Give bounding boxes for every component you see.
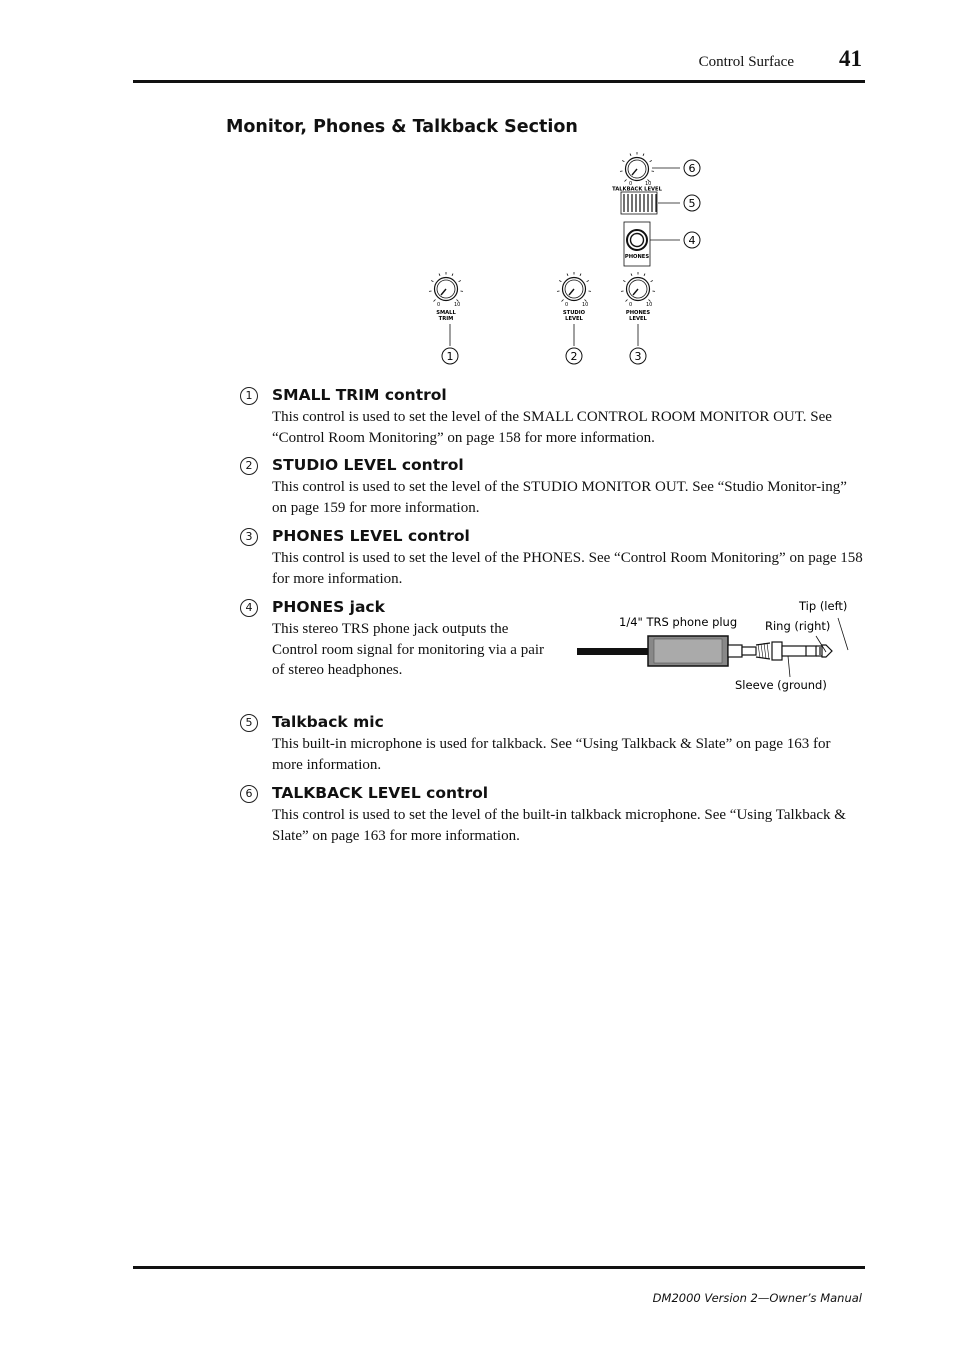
item-number: 1 [240, 387, 258, 405]
item-title: SMALL TRIM control [272, 386, 447, 404]
section-title: Monitor, Phones & Talkback Section [226, 117, 578, 137]
callout-4 [684, 232, 700, 248]
svg-text:0: 0 [629, 181, 633, 187]
talkback-level-knob [612, 152, 662, 193]
svg-text:1: 1 [446, 350, 454, 363]
item-description: This stereo TRS phone jack outputs the Control room signal for monitoring via a pair of stereo headphones. [272, 621, 545, 678]
small-trim-label-line1: SMALL [436, 310, 456, 316]
item-title: STUDIO LEVEL control [272, 456, 464, 474]
tip-label: Tip (left) [799, 599, 848, 613]
plug-body [648, 636, 742, 666]
item-description: This control is used to set the level of the STUDIO MONITOR OUT. See “Studio Monitor-ing” on page 159 for more information. [272, 479, 847, 516]
svg-text:0: 0 [629, 302, 633, 308]
phones-level-knob [621, 272, 655, 322]
header-rule [133, 80, 865, 83]
item-title: TALKBACK LEVEL control [272, 784, 489, 802]
item-description: This control is used to set the level of the SMALL CONTROL ROOM MONITOR OUT. See “Control Room Monitoring” on page 158 for more information. [272, 409, 832, 446]
item-description: This control is used to set the level of the PHONES. See “Control Room Monitoring” on page 158 for more information. [272, 550, 863, 587]
phones-level-label-line1: PHONES [625, 310, 651, 316]
svg-text:10: 10 [646, 302, 653, 308]
plug-cable [577, 648, 650, 655]
talkback-mic-grille [621, 192, 657, 214]
item-description: This built-in microphone is used for talkback. See “Using Talkback & Slate” on page 163 for more information. [272, 736, 831, 773]
svg-text:6: 6 [688, 162, 696, 175]
footer-rule [133, 1266, 865, 1269]
item-number: 6 [240, 785, 258, 803]
header-section-name: Control Surface [698, 54, 794, 70]
panel-figure [400, 148, 730, 378]
trs-plug-diagram [570, 596, 870, 696]
plug-label: 1/4" TRS phone plug [619, 615, 738, 629]
item-number: 4 [240, 599, 258, 617]
svg-text:10: 10 [582, 302, 589, 308]
item-title: PHONES jack [272, 598, 385, 616]
studio-level-label-line1: STUDIO [562, 310, 586, 316]
svg-text:4: 4 [688, 234, 696, 247]
small-trim-label-line2: TRIM [438, 316, 454, 322]
svg-text:0: 0 [437, 302, 441, 308]
phones-jack-label: PHONES [624, 254, 650, 260]
item-description: This control is used to set the level of the built-in talkback microphone. See “Using Talkback & Slate” on page 163 for more information. [272, 807, 846, 844]
item-title: PHONES LEVEL control [272, 527, 470, 545]
phones-level-label-line2: LEVEL [629, 316, 647, 322]
small-trim-knob [429, 272, 463, 322]
phones-jack [624, 222, 650, 266]
svg-text:10: 10 [645, 181, 652, 187]
item-number: 5 [240, 714, 258, 732]
item-number: 2 [240, 457, 258, 475]
callout-6 [684, 160, 700, 176]
talkback-level-label: TALKBACK LEVEL [612, 186, 662, 193]
plug-shaft [742, 642, 832, 660]
svg-text:5: 5 [688, 197, 696, 210]
footer-text: DM2000 Version 2—Owner’s Manual [652, 1291, 862, 1305]
svg-text:0: 0 [565, 302, 569, 308]
page-number: 41 [839, 46, 862, 71]
item-title: Talkback mic [272, 713, 384, 731]
svg-text:2: 2 [570, 350, 578, 363]
callout-2 [566, 348, 582, 364]
studio-level-label-line2: LEVEL [565, 316, 583, 322]
callout-5 [684, 195, 700, 211]
callout-3 [630, 348, 646, 364]
svg-text:10: 10 [454, 302, 461, 308]
callout-1 [442, 348, 458, 364]
item-number: 3 [240, 528, 258, 546]
ring-label: Ring (right) [765, 619, 831, 633]
sleeve-label: Sleeve (ground) [735, 678, 827, 692]
svg-text:3: 3 [634, 350, 642, 363]
page-header [0, 0, 954, 90]
studio-level-knob [557, 272, 591, 322]
